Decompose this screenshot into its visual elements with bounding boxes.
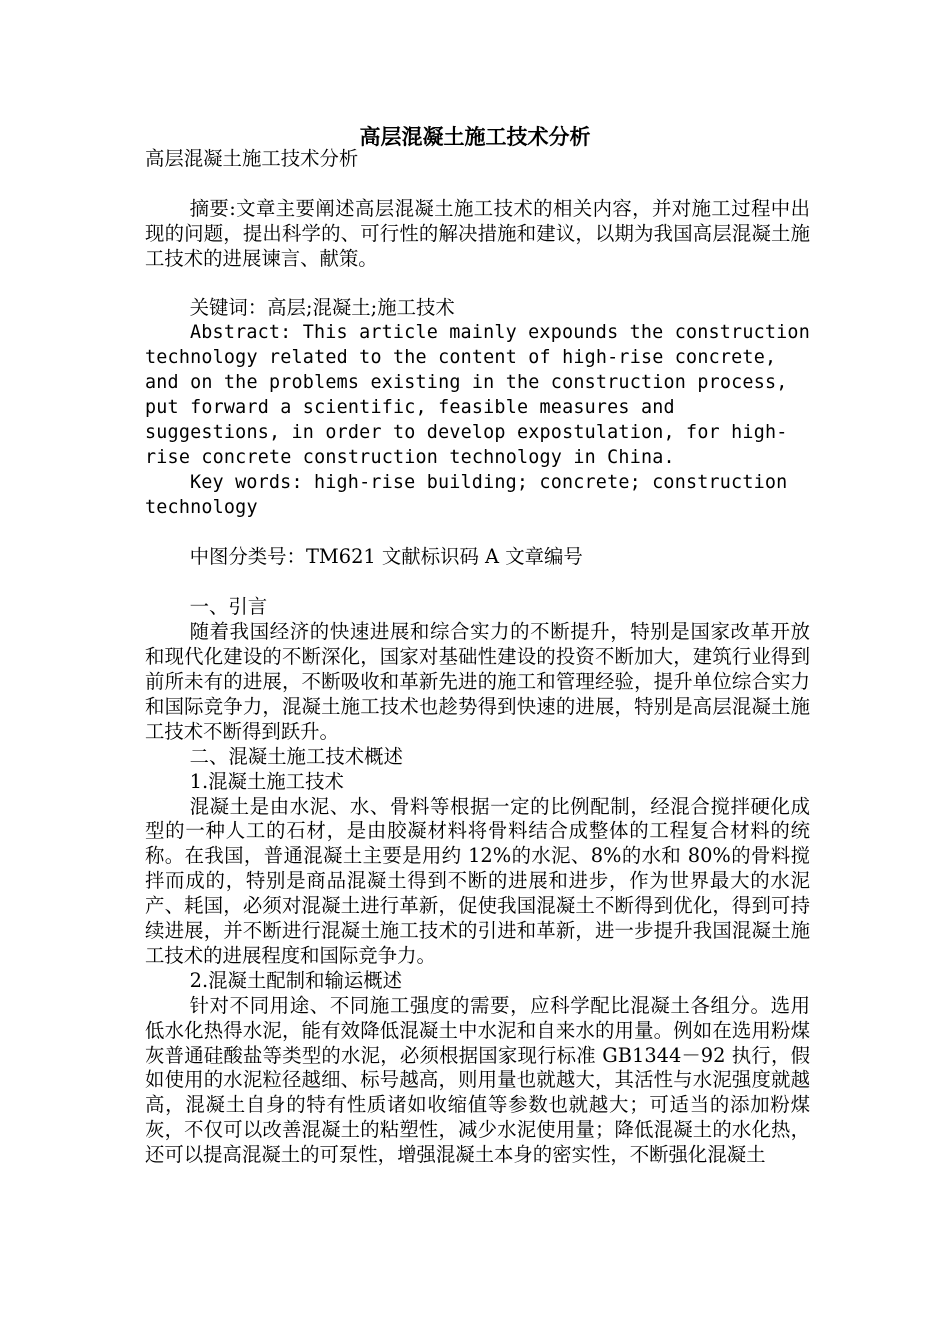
document-subtitle: 高层混凝土施工技术分析 (145, 147, 359, 170)
keywords-cn: 关键词：高层;混凝土;施工技术 (189, 296, 455, 320)
paragraph: 混凝土是由水泥、水、骨料等根据一定的比例配制，经混合搅拌硬化成型的一种人工的石材，是由胶凝材料将骨料结合成整体的工程复合材料的统称。在我国，普通混凝土主要是用约 12%的水泥、8%的水和 80%的骨料搅拌而成的，特别是商品混凝土得到不断的进展和进步，作为世界最大的水泥产、耗国，必须对混凝土进行革新，促使我国混凝土不断得到优化，得到可持续进展，并不断进行混凝土施工技术的引进和革新，进一步提升我国混凝土施工技术的进展程度和国际竞争力。 (145, 794, 810, 967)
abstract-en-line: Abstract: This article mainly expounds the construction (190, 322, 810, 344)
classification-line: 中图分类号：TM621 文献标识码 A 文章编号 (189, 545, 583, 569)
abstract-en-line: technology related to the content of high-rise concrete, (145, 347, 777, 369)
section-heading: 二、混凝土施工技术概述 (189, 744, 403, 768)
abstract-cn: 摘要:文章主要阐述高层混凝土施工技术的相关内容，并对施工过程中出现的问题，提出科学的、可行性的解决措施和建议，以期为我国高层混凝土施工技术的进展谏言、献策。 (145, 196, 810, 270)
abstract-en-line: suggestions, in order to develop expostulation, for high- (145, 421, 788, 443)
paragraph: 针对不同用途、不同施工强度的需要，应科学配比混凝土各组分。选用低水化热得水泥，能有效降低混凝土中水泥和自来水的用量。例如在选用粉煤灰普通硅酸盐等类型的水泥，必须根据国家现行标准 GB1344－92 执行，假如使用的水泥粒径越细、标号越高，则用量也就越大，其活性与水泥强度就越高，混凝土自身的特有性质诸如收缩值等参数也就越大；可适当的添加粉煤灰，不仅可以改善混凝土的粘塑性，减少水泥使用量；降低混凝土的水化热，还可以提高混凝土的可泵性，增强混凝土本身的密实性，不断强化混凝土 (145, 993, 810, 1167)
keywords-en-line: technology (145, 496, 258, 518)
subsection-heading: 1.混凝土施工技术 (189, 769, 344, 793)
paragraph: 随着我国经济的快速进展和综合实力的不断提升，特别是国家改革开放和现代化建设的不断深化，国家对基础性建设的投资不断加大，建筑行业得到前所未有的进展，不断吸收和革新先进的施工和管理经验，提升单位综合实力和国际竞争力，混凝土施工技术也趁势得到快速的进展，特别是高层混凝土施工技术不断得到跃升。 (145, 620, 810, 743)
document-body (145, 147, 810, 1168)
abstract-en-line: rise concrete construction technology in China. (145, 446, 675, 468)
keywords-en-line: Key words: high-rise building; concrete; construction (190, 471, 788, 493)
abstract-en-line: put forward a scientific, feasible measures and (145, 397, 675, 419)
abstract-en-line: and on the problems existing in the construction process, (145, 372, 788, 394)
document-title: 高层混凝土施工技术分析 (359, 124, 591, 149)
subsection-heading: 2.混凝土配制和输运概述 (189, 968, 403, 992)
section-heading: 一、引言 (189, 595, 268, 619)
